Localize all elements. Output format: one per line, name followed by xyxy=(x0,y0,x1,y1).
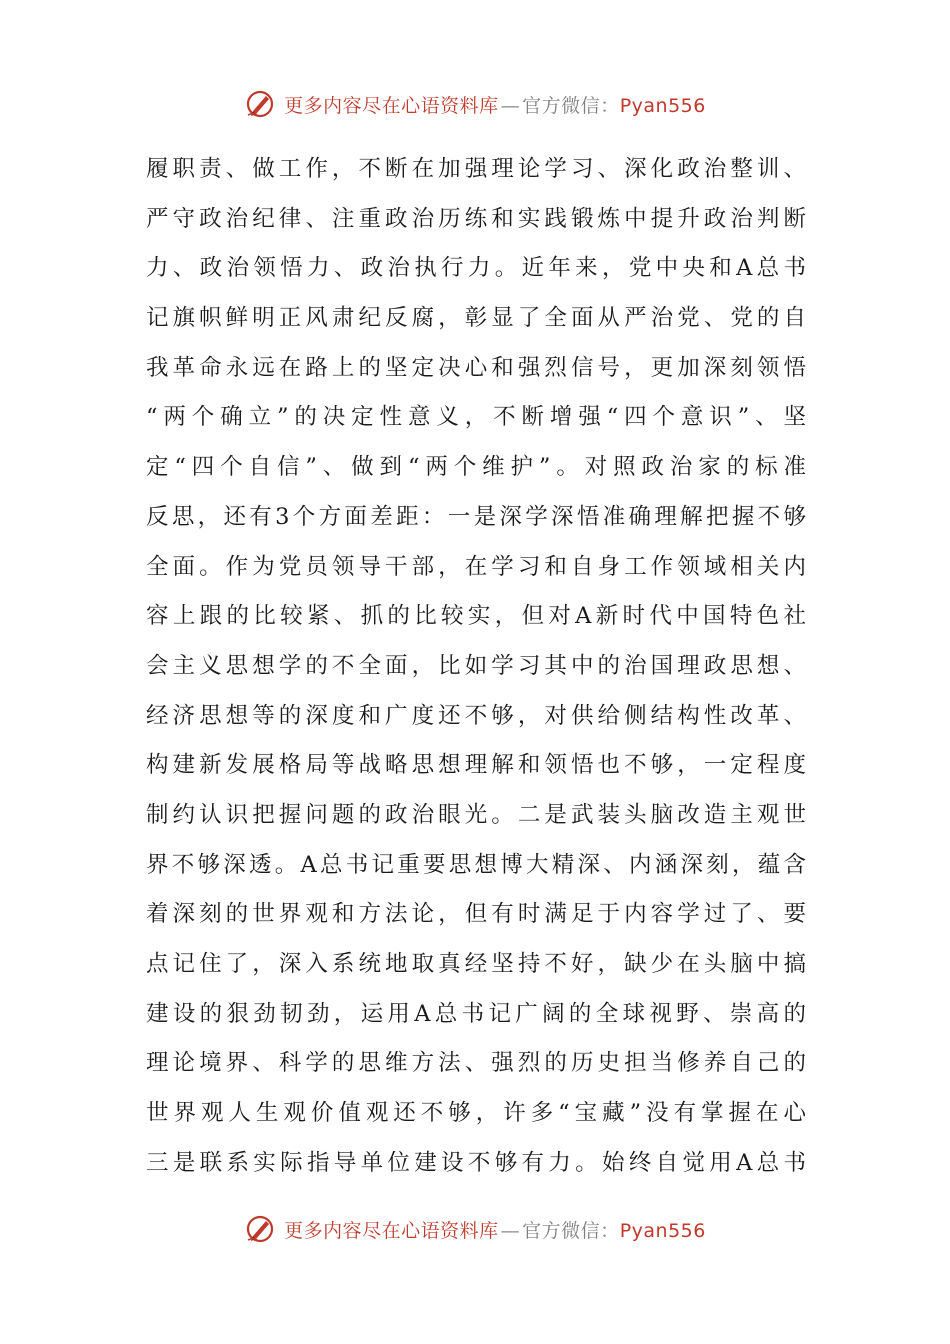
body-line: 三是联系实际指导单位建设不够有力。始终自觉用A总书 xyxy=(146,1149,806,1176)
watermark-text xyxy=(284,91,706,118)
body-line: 记旗帜鲜明正风肃纪反腐，彰显了全面从严治党、党的自 xyxy=(146,305,806,332)
watermark-lead: 更多内容尽在心语资料库 xyxy=(284,94,499,117)
watermark-text xyxy=(284,1216,706,1243)
pen-logo-icon xyxy=(244,1213,276,1245)
watermark-handle: Pyan556 xyxy=(619,1219,706,1242)
body-line: 全面。作为党员领导干部，在学习和自身工作领域相关内 xyxy=(146,553,806,580)
body-line: 定“四个自信”、做到“两个维护”。对照政治家的标准 xyxy=(146,454,806,481)
body-line: 严守政治纪律、注重政治历练和实践锻炼中提升政治判断 xyxy=(146,205,806,232)
watermark-lead: 更多内容尽在心语资料库 xyxy=(284,1219,499,1242)
body-line: 反思，还有3个方面差距：一是深学深悟准确理解把握不够 xyxy=(146,503,806,530)
watermark-dash: — xyxy=(500,94,521,117)
body-line: 经济思想等的深度和广度还不够，对供给侧结构性改革、 xyxy=(146,702,806,729)
watermark-dash: — xyxy=(500,1219,521,1242)
body-line: 会主义思想学的不全面，比如学习其中的治国理政思想、 xyxy=(146,652,806,679)
body-line: 着深刻的世界观和方法论，但有时满足于内容学过了、要 xyxy=(146,901,806,928)
body-line: 界不够深透。A总书记重要思想博大精深、内涵深刻，蕴含 xyxy=(146,851,806,878)
pen-logo-icon xyxy=(244,88,276,120)
watermark-handle: Pyan556 xyxy=(619,94,706,117)
footer-watermark xyxy=(0,1209,950,1249)
body-line: 理论境界、科学的思维方法、强烈的历史担当修养自己的 xyxy=(146,1050,806,1077)
document-body xyxy=(146,145,806,1188)
header-watermark xyxy=(0,84,950,124)
body-line: “两个确立”的决定性意义，不断增强“四个意识”、坚 xyxy=(146,404,806,431)
watermark-wechat-label: 官方微信： xyxy=(522,94,620,117)
body-line: 点记住了，深入系统地取真经坚持不好，缺少在头脑中搞 xyxy=(146,951,806,977)
body-line: 世界观人生观价值观还不够，许多“宝藏”没有掌握在心 xyxy=(146,1100,806,1127)
watermark-wechat-label: 官方微信： xyxy=(522,1219,620,1242)
body-line: 履职责、做工作，不断在加强理论学习、深化政治整训、 xyxy=(146,156,806,182)
body-line: 构建新发展格局等战略思想理解和领悟也不够，一定程度 xyxy=(146,752,806,779)
body-line: 制约认识把握问题的政治眼光。二是武装头脑改造主观世 xyxy=(146,801,806,828)
body-line: 力、政治领悟力、政治执行力。近年来，党中央和A总书 xyxy=(146,255,806,282)
body-line: 我革命永远在路上的坚定决心和强烈信号，更加深刻领悟 xyxy=(146,354,806,381)
body-line: 建设的狠劲韧劲，运用A总书记广阔的全球视野、崇高的 xyxy=(146,1000,806,1027)
body-line: 容上跟的比较紧、抓的比较实，但对A新时代中国特色社 xyxy=(146,603,806,630)
